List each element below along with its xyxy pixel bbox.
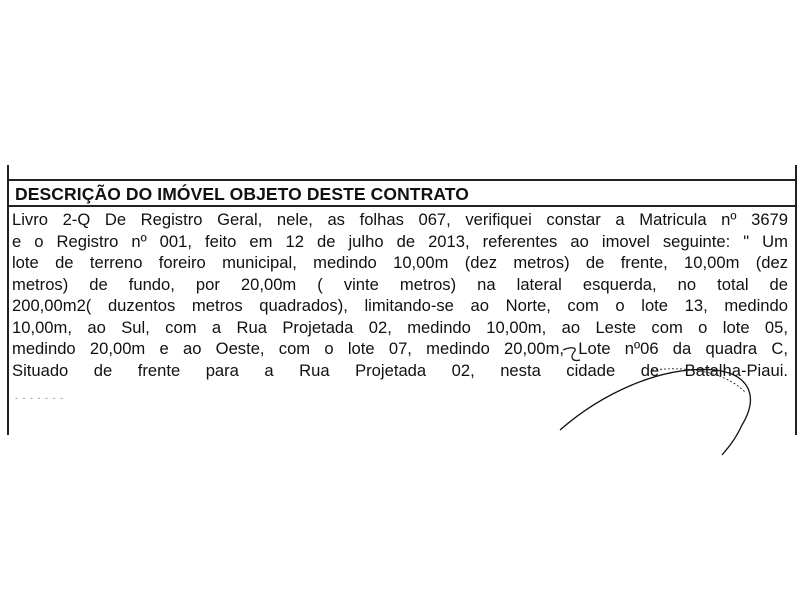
text-line-1: Livro 2-Q De Registro Geral, nele, as folhas 067, verifiquei constar a Matricula nº 3679 <box>12 210 788 229</box>
text-line-6: 10,00m, ao Sul, com a Rua Projetada 02, medindo 10,00m, ao Leste com o lote 05, <box>12 317 788 337</box>
text-line-8: Situado de frente para a Rua Projetada 02, nesta cidade de Batalha-Piaui. <box>12 360 788 380</box>
text-line-4: metros) de fundo, por 20,00m ( vinte metros) na lateral esquerda, no total de <box>12 274 788 294</box>
text-line-5: 200,00m2( duzentos metros quadrados), limitando-se ao Norte, com o lote 13, medindo <box>12 296 788 315</box>
text-line-7: medindo 20,00m e ao Oeste, com o lote 07, medindo 20,00m, Lote nº06 da quadra C, <box>12 339 788 358</box>
section-heading: DESCRIÇÃO DO IMÓVEL OBJETO DESTE CONTRATO <box>15 184 469 204</box>
text-line-3: lote de terreno foreiro municipal, medindo 10,00m (dez metros) de frente, 10,00m (dez <box>12 253 788 272</box>
filler-dashes: - - - - - - - <box>15 393 64 403</box>
text-line-2: e o Registro nº 001, feito em 12 de julho de 2013, referentes ao imovel seguinte: " Um <box>12 231 788 251</box>
